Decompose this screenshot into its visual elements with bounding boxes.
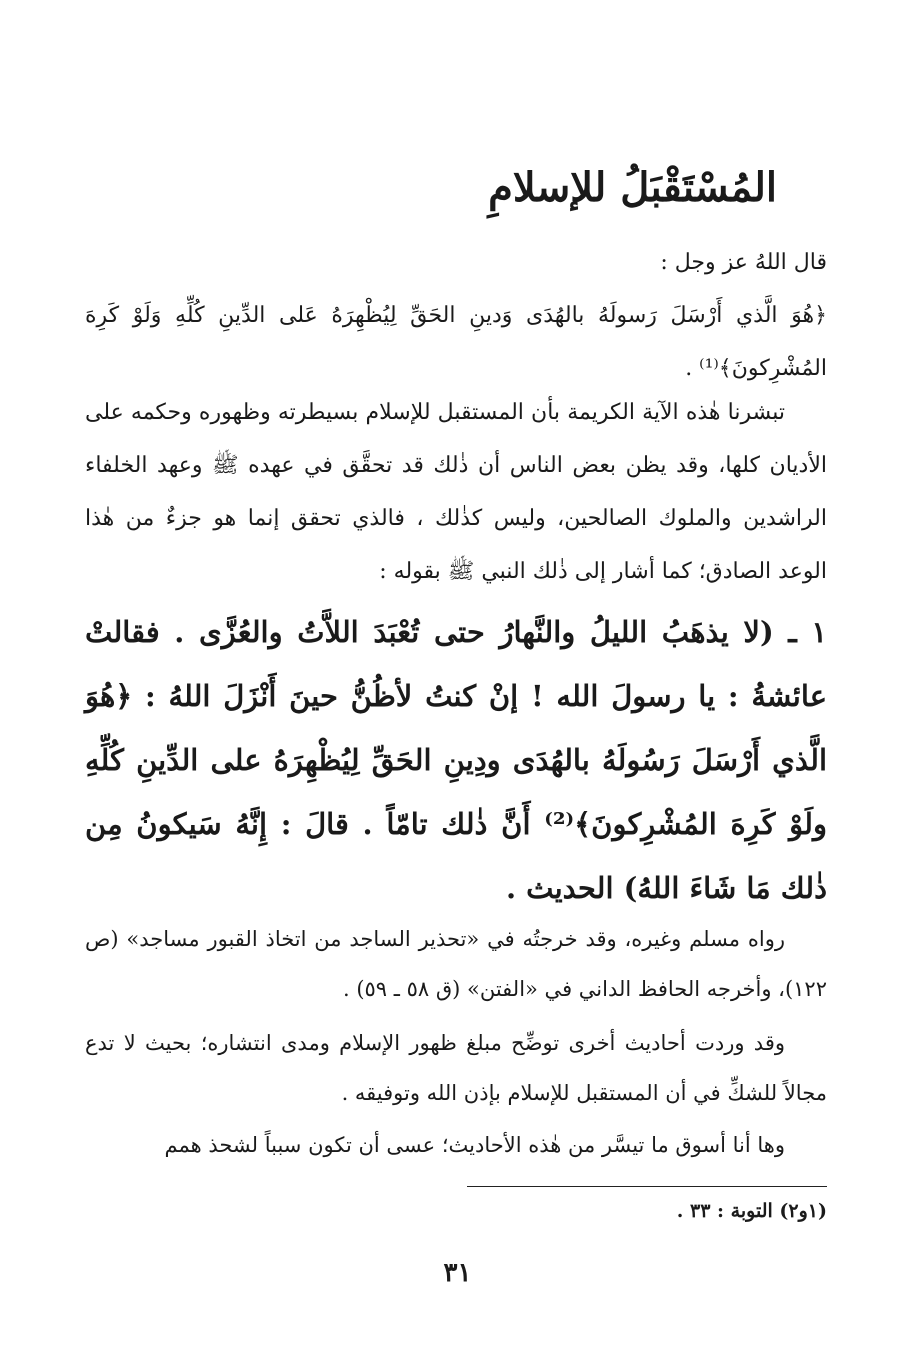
paragraph-1 (85, 386, 827, 598)
footnote: (١و٢) التوبة : ٣٣ . (676, 1200, 827, 1222)
paragraph-2-text: وقد وردت أحاديث أخرى توضِّح مبلغ ظهور الإسلام ومدى انتشاره؛ بحيث لا تدع مجالاً للشكِّ في أن المستقبل للإسلام بإذن الله وتوفيقه . (85, 1031, 827, 1105)
footnote-divider (467, 1186, 827, 1187)
paragraph-3-text: وها أنا أسوق ما تيسَّر من هٰذه الأحاديث؛ عسى أن تكون سبباً لشحذ همم (164, 1133, 785, 1157)
hadith-source (85, 914, 827, 1014)
hadith-source-text: رواه مسلم وغيره، وقد خرجتُه في «تحذير الساجد من اتخاذ القبور مساجد» (ص ١٢٢)، وأخرجه الحافظ الداني في «الفتن» (ق ٥٨ ـ ٥٩) . (85, 927, 827, 1001)
paragraph-2 (85, 1018, 827, 1118)
paragraph-1-text: تبشرنا هٰذه الآية الكريمة بأن المستقبل للإسلام بسيطرته وظهوره وحكمه على الأديان كلها، وقد يظن بعض الناس أن ذٰلك قد تحقَّق في عهده ﷺ وعهد الخلفاء الراشدين والملوك الصالحين، وليس كذٰلك ، فالذي تحقق إنما هو جزءٌ من هٰذا الوعد الصادق؛ كما أشار إلى ذٰلك النبي ﷺ بقوله : (85, 400, 827, 584)
intro-text: قال اللهُ عز وجل : (660, 250, 827, 275)
quran-verse (85, 289, 827, 395)
verse-text: ﴿هُوَ الَّذي أَرْسَلَ رَسولَهُ بالهُدَى وَدينِ الحَقِّ لِيُظْهِرَهُ عَلى الدِّينِ كُلِّهِ وَلَوْ كَرِهَ المُشْرِكونَ﴾⁽¹⁾ . (85, 303, 827, 381)
paragraph-3 (85, 1120, 827, 1170)
hadith-text: ١ ـ (لا يذهَبُ الليلُ والنَّهارُ حتى تُعْبَدَ اللاَّتُ والعُزَّى . فقالتْ عائشةُ : يا رسولَ الله ! إنْ كنتُ لأظُنُّ حينَ أَنْزَلَ اللهُ : ﴿هُوَ الَّذي أَرْسَلَ رَسُولَهُ بالهُدَى ودِينِ الحَقِّ لِيُظْهِرَهُ على الدِّينِ كُلِّهِ ولَوْ كَرِهَ المُشْرِكونَ﴾⁽²⁾ أَنَّ ذٰلك تامّاً . قالَ : إِنَّهُ سَيكونُ مِن ذٰلك مَا شَاءَ اللهُ) الحديث . (85, 615, 827, 905)
page-title: المُسْتَقْبَلُ للإسلامِ (488, 164, 777, 211)
page-number: ٣١ (443, 1258, 472, 1288)
hadith-block (85, 600, 827, 920)
intro-line (85, 236, 827, 289)
